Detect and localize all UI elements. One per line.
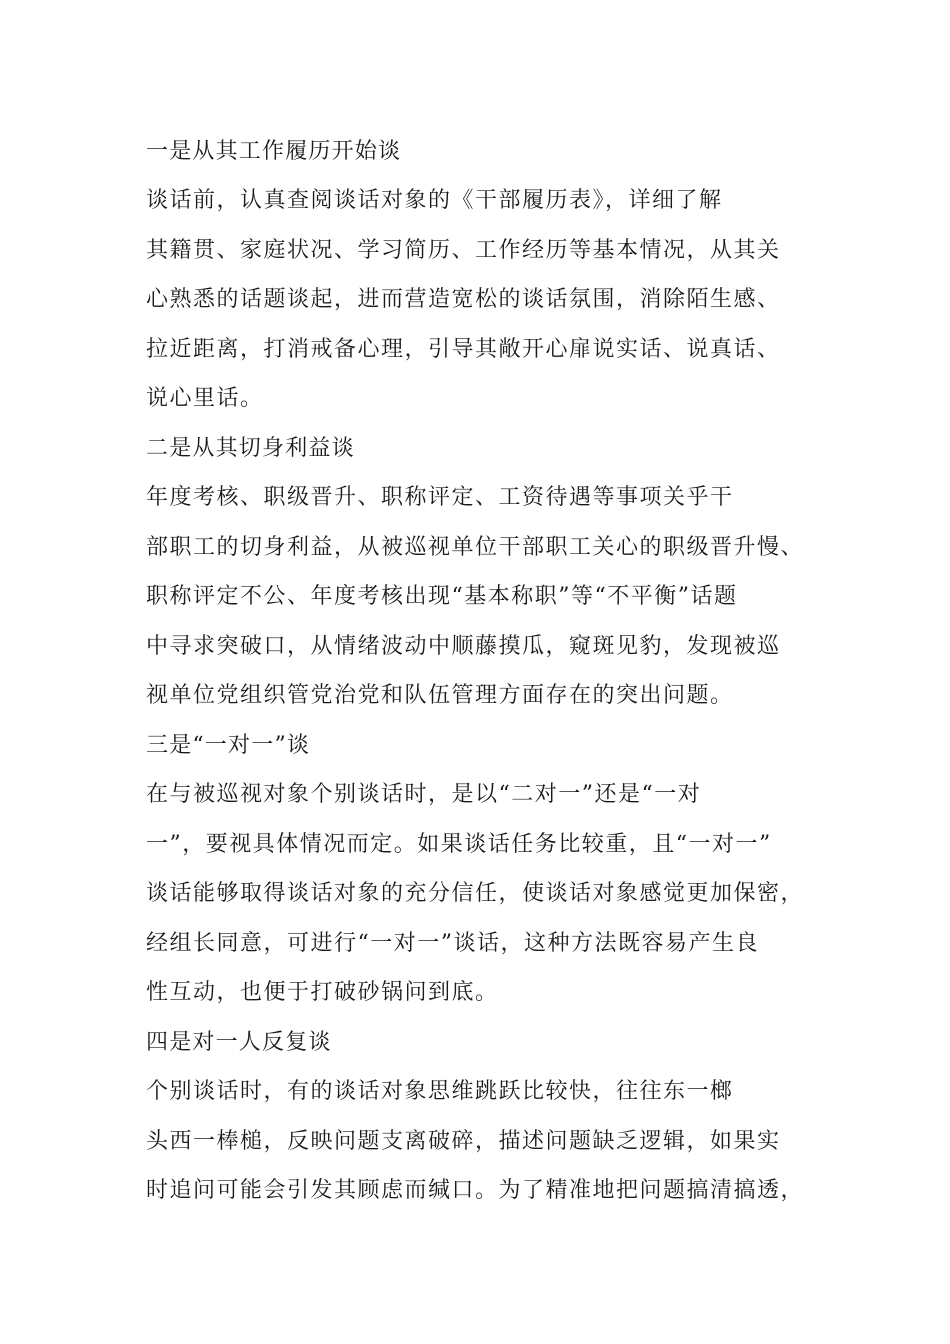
paragraph-line: 经组长同意，可进行“一对一”谈话，这种方法既容易产生良 <box>146 931 759 956</box>
paragraph-line: 性互动，也便于打破砂锅问到底。 <box>146 980 499 1005</box>
paragraph-line: 其籍贯、家庭状况、学习简历、工作经历等基本情况，从其关 <box>146 238 781 263</box>
paragraph-line: 谈话能够取得谈话对象的充分信任，使谈话对象感觉更加保密， <box>146 881 805 906</box>
paragraph-line: 头西一棒槌，反映问题支离破碎，描述问题缺乏逻辑，如果实 <box>146 1129 781 1154</box>
paragraph-line: 视单位党组织管党治党和队伍管理方面存在的突出问题。 <box>146 683 734 708</box>
paragraph-line: 拉近距离，打消戒备心理，引导其敞开心扉说实话、说真话、 <box>146 337 781 362</box>
paragraph-line: 职称评定不公、年度考核出现“基本称职”等“不平衡”话题 <box>146 584 738 609</box>
paragraph-line: 个别谈话时，有的谈话对象思维跳跃比较快，往往东一榔 <box>146 1079 734 1104</box>
paragraph-line: 谈话前，认真查阅谈话对象的《干部履历表》，详细了解 <box>146 188 723 213</box>
paragraph-line: 年度考核、职级晋升、职称评定、工资待遇等事项关乎干 <box>146 485 734 510</box>
paragraph-line: 在与被巡视对象个别谈话时，是以“二对一”还是“一对 <box>146 782 702 807</box>
paragraph-line: 说心里话。 <box>146 386 264 411</box>
paragraph-line: 中寻求突破口，从情绪波动中顺藤摸瓜，窥斑见豹，发现被巡 <box>146 634 781 659</box>
paragraph-line: 时追问可能会引发其顾虑而缄口。为了精准地把问题搞清搞透， <box>146 1178 805 1203</box>
section-heading-3: 三是“一对一”谈 <box>146 733 311 758</box>
paragraph-line: 部职工的切身利益，从被巡视单位干部职工关心的职级晋升慢、 <box>146 535 805 560</box>
section-heading-4: 四是对一人反复谈 <box>146 1030 332 1055</box>
paragraph-line: 心熟悉的话题谈起，进而营造宽松的谈话氛围，消除陌生感、 <box>146 287 781 312</box>
paragraph-line: 一”，要视具体情况而定。如果谈话任务比较重，且“一对一” <box>146 832 772 857</box>
section-heading-2: 二是从其切身利益谈 <box>146 436 355 461</box>
section-heading-1: 一是从其工作履历开始谈 <box>146 139 402 164</box>
